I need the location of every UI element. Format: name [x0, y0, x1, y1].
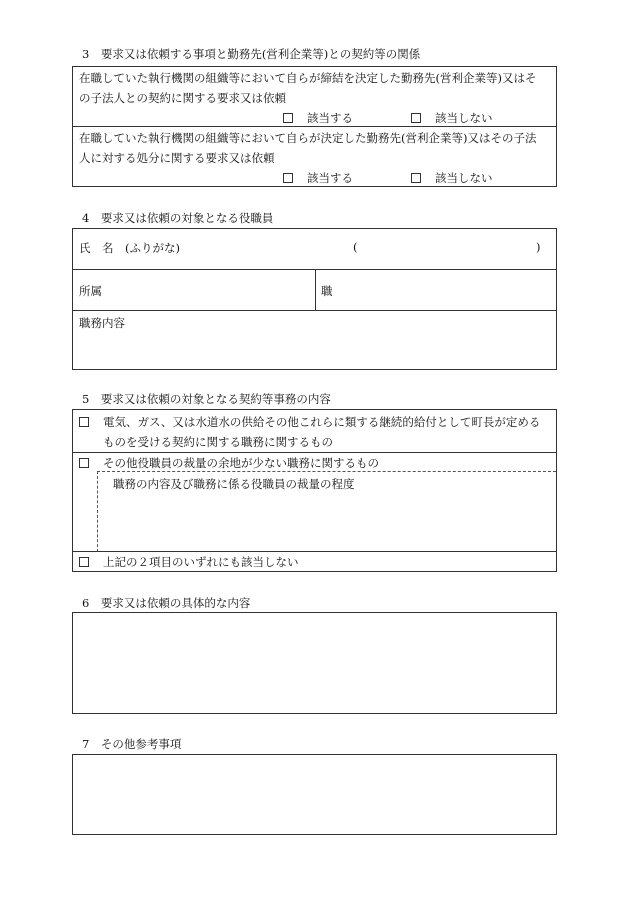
- checkbox[interactable]: [79, 557, 89, 567]
- disposition-request-text-2: 人に対する処分に関する要求又は依頼: [79, 151, 275, 165]
- specific-content-box[interactable]: [72, 612, 557, 714]
- utility-contract-text-2: ものを受ける契約に関する職務に関するもの: [103, 435, 333, 449]
- divider: [73, 551, 556, 552]
- option-label: その他役職員の裁量の余地が少ない職務に関するもの: [103, 456, 379, 470]
- option-label: 該当しない: [435, 171, 493, 185]
- section-4-table: [72, 228, 557, 370]
- section-4-title: 4 要求又は依頼の対象となる役職員: [82, 211, 274, 225]
- checkbox[interactable]: [79, 417, 89, 427]
- option-label: 該当する: [307, 111, 353, 125]
- paren-close: ): [536, 240, 541, 254]
- disposition-request-text-1: 在職していた執行機関の組織等において自らが決定した勤務先(営利企業等)又はその子法: [79, 131, 537, 145]
- position-label: 職: [321, 284, 333, 298]
- section-6-title: 6 要求又は依頼の具体的な内容: [82, 596, 251, 610]
- utility-contract-option[interactable]: [79, 414, 540, 430]
- checkbox[interactable]: [411, 113, 421, 123]
- affiliation-label: 所属: [79, 284, 102, 298]
- other-reference-box[interactable]: [72, 754, 557, 835]
- divider: [73, 310, 556, 311]
- disposition-applicable-option[interactable]: [283, 170, 353, 186]
- disposition-not-applicable-option[interactable]: [411, 170, 493, 186]
- option-label: 電気、ガス、又は水道水の供給その他これらに類する継続的給付として町長が定める: [103, 415, 541, 429]
- divider: [73, 126, 556, 127]
- contract-not-applicable-option[interactable]: [411, 110, 493, 126]
- checkbox[interactable]: [283, 173, 293, 183]
- section-3-title: 3 要求又は依頼する事項と勤務先(営利企業等)との契約等の関係: [82, 47, 421, 61]
- contract-request-text-1: 在職していた執行機関の組織等において自らが締結を決定した勤務先(営利企業等)又はそ: [79, 71, 537, 85]
- option-label: 上記の２項目のいずれにも該当しない: [103, 555, 299, 569]
- divider: [73, 452, 556, 453]
- none-applicable-option[interactable]: [79, 554, 299, 570]
- option-label: 該当しない: [435, 111, 493, 125]
- option-label: 該当する: [307, 171, 353, 185]
- section-5-title: 5 要求又は依頼の対象となる契約等事務の内容: [82, 392, 331, 406]
- discretion-detail-label: 職務の内容及び職務に係る役職員の裁量の程度: [113, 477, 355, 491]
- checkbox[interactable]: [411, 173, 421, 183]
- divider: [315, 269, 316, 310]
- section-3-table: [72, 66, 557, 187]
- paren-open: (: [353, 240, 358, 254]
- contract-request-text-2: の子法人との契約に関する要求又は依頼: [79, 91, 286, 105]
- section-7-title: 7 その他参考事項: [82, 737, 182, 751]
- contract-applicable-option[interactable]: [283, 110, 353, 126]
- checkbox[interactable]: [79, 458, 89, 468]
- checkbox[interactable]: [283, 113, 293, 123]
- duties-label: 職務内容: [79, 316, 125, 330]
- low-discretion-option[interactable]: [79, 455, 379, 471]
- name-label: 氏 名 (ふりがな): [79, 241, 180, 255]
- section-5-table: [72, 409, 557, 572]
